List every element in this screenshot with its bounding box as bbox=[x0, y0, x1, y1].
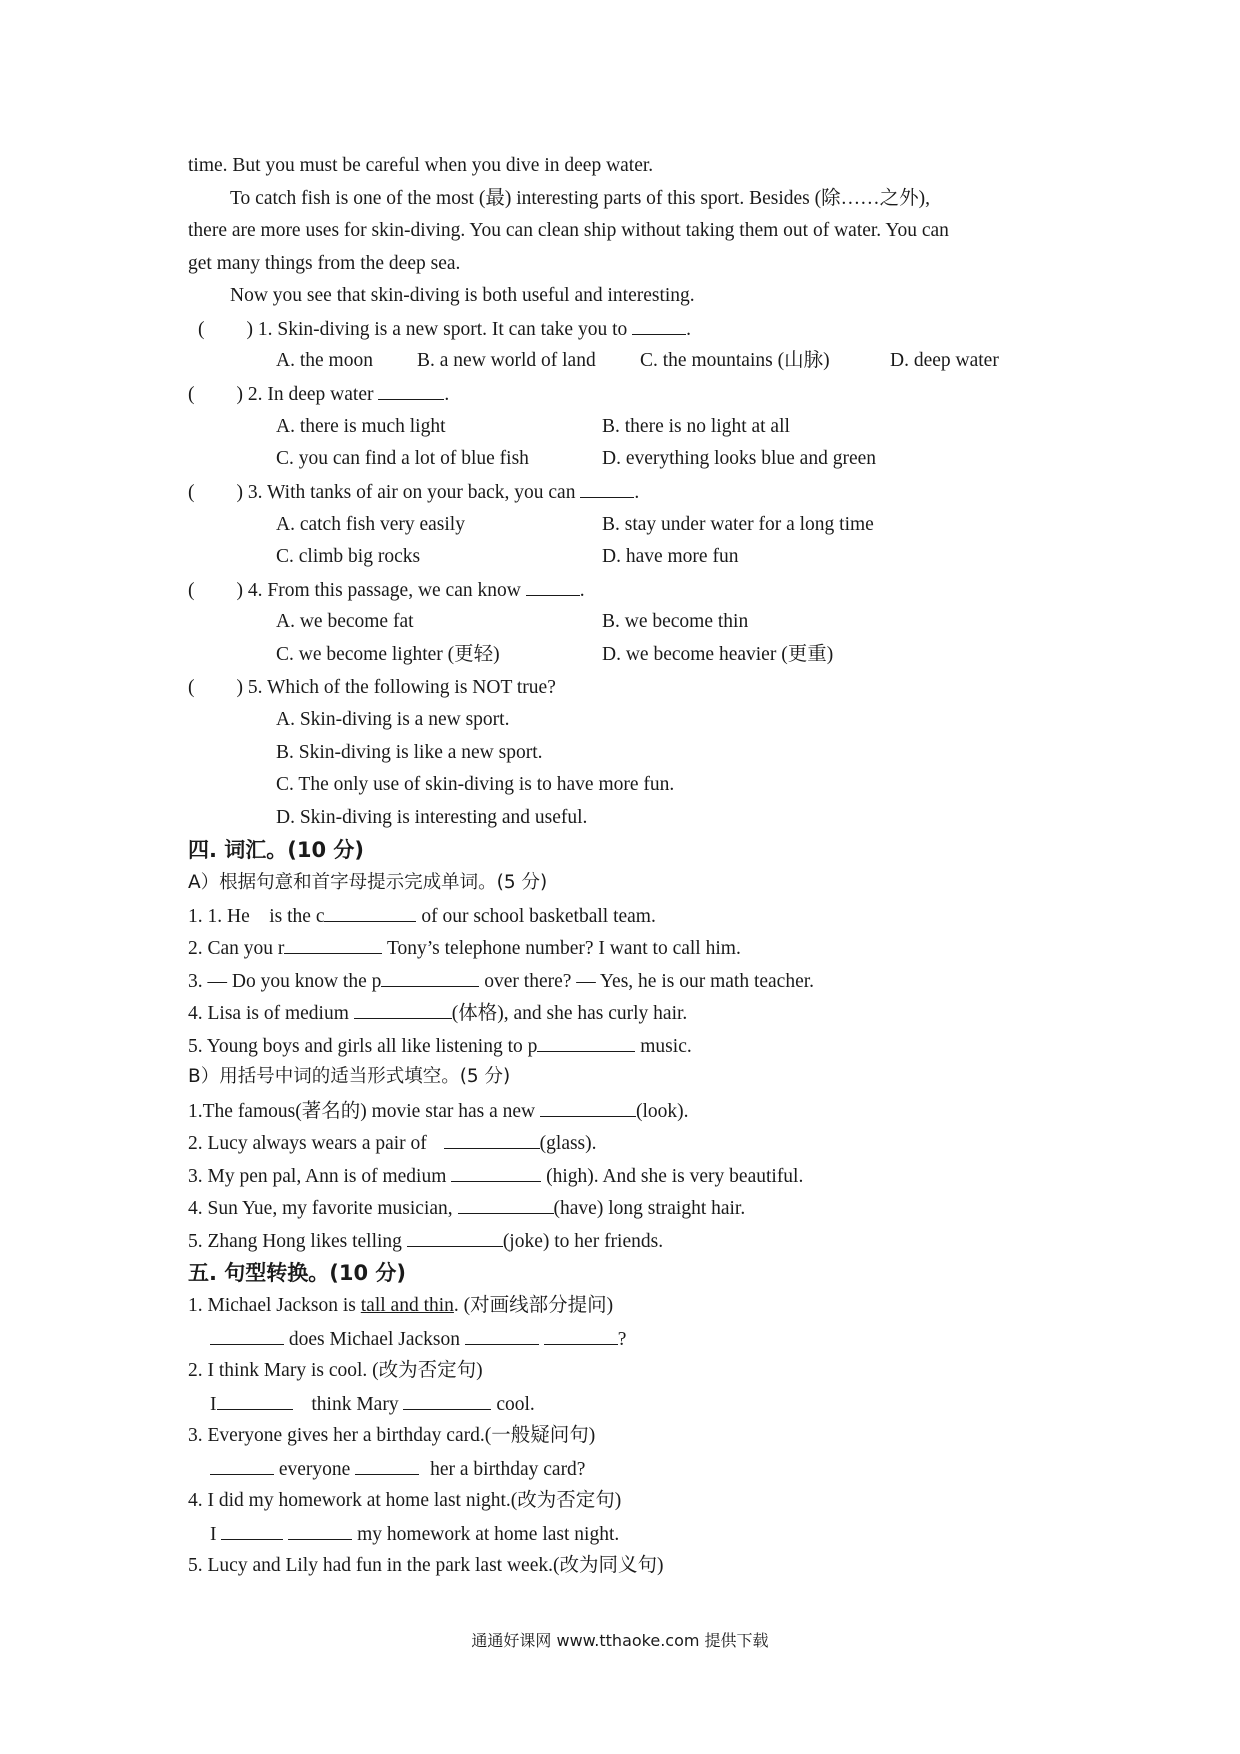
underlined-phrase: tall and thin bbox=[360, 1295, 454, 1316]
option-d: D. we become heavier (更重) bbox=[602, 644, 834, 665]
question-4 bbox=[188, 577, 585, 604]
question-stem: 3. With tanks of air on your back, you can bbox=[247, 482, 576, 503]
vocab-a2 bbox=[188, 935, 741, 962]
option-a: A. we become fat bbox=[276, 611, 414, 632]
passage-line: get many things from the deep sea. bbox=[188, 253, 461, 274]
answer-blank[interactable] bbox=[537, 1033, 635, 1052]
question-end: . bbox=[634, 482, 640, 503]
transform-4-answer bbox=[210, 1521, 619, 1548]
footer-source: 通通好课网 www.tthaoke.com 提供下载 bbox=[471, 1631, 769, 1650]
sentence-text: 3. — Do you know the p bbox=[188, 971, 382, 992]
transform-1 bbox=[188, 1293, 613, 1319]
question-stem: 5. Which of the following is NOT true? bbox=[247, 677, 556, 698]
answer-blank[interactable] bbox=[444, 1130, 540, 1149]
sentence-text: (look). bbox=[636, 1101, 689, 1122]
answer-paren-close: ) bbox=[236, 677, 243, 698]
answer-blank[interactable] bbox=[451, 1163, 541, 1182]
option-b: B. there is no light at all bbox=[602, 416, 790, 437]
transform-3-answer bbox=[210, 1456, 585, 1483]
option-c: C. you can find a lot of blue fish bbox=[276, 448, 529, 469]
transform-5: 5. Lucy and Lily had fun in the park last week.(改为同义句) bbox=[188, 1555, 664, 1576]
sentence-text: (体格), and she has curly hair. bbox=[451, 1003, 688, 1024]
sentence-text: 3. My pen pal, Ann is of medium bbox=[188, 1166, 447, 1187]
answer-blank[interactable] bbox=[403, 1391, 491, 1410]
vocab-a5 bbox=[188, 1033, 692, 1060]
answer-blank[interactable] bbox=[407, 1228, 503, 1247]
option-b: B. Skin-diving is like a new sport. bbox=[276, 742, 543, 763]
option-a: A. Skin-diving is a new sport. bbox=[276, 709, 510, 730]
question-1 bbox=[198, 316, 691, 343]
passage-line: Now you see that skin-diving is both useful and interesting. bbox=[230, 285, 695, 306]
answer-blank[interactable] bbox=[217, 1391, 293, 1410]
question-stem: 1. Skin-diving is a new sport. It can take you to bbox=[257, 319, 628, 340]
transform-1-answer bbox=[210, 1326, 626, 1353]
sentence-text: music. bbox=[640, 1036, 692, 1057]
answer-blank[interactable] bbox=[381, 968, 479, 987]
option-c: C. The only use of skin-diving is to have more fun. bbox=[276, 774, 675, 795]
vocab-b2 bbox=[188, 1130, 597, 1157]
part-b-instruction: B）用括号中词的适当形式填空。(5 分) bbox=[188, 1066, 511, 1087]
sentence-text: 1.The famous(著名的) movie star has a new bbox=[188, 1101, 536, 1122]
section-4-heading: 四. 词汇。(10 分) bbox=[188, 838, 365, 862]
sentence-text: her a birthday card? bbox=[430, 1459, 586, 1480]
sentence-text: 4. Lisa is of medium bbox=[188, 1003, 349, 1024]
answer-paren-open: ( bbox=[188, 384, 195, 405]
option-b: B. a new world of land bbox=[417, 350, 596, 371]
option-a: A. catch fish very easily bbox=[276, 514, 465, 535]
sentence-text: 4. Sun Yue, my favorite musician, bbox=[188, 1198, 453, 1219]
answer-blank[interactable] bbox=[354, 1000, 452, 1019]
answer-paren-close: ) bbox=[236, 384, 243, 405]
vocab-b5 bbox=[188, 1228, 663, 1255]
sentence-text: everyone bbox=[278, 1459, 351, 1480]
answer-paren-close: ) bbox=[236, 580, 243, 601]
sentence-text: 1. Michael Jackson is bbox=[188, 1295, 356, 1316]
vocab-a1 bbox=[188, 903, 656, 930]
vocab-a4 bbox=[188, 1000, 687, 1027]
sentence-text: of our school basketball team. bbox=[421, 906, 656, 927]
transform-3: 3. Everyone gives her a birthday card.(一般疑问句) bbox=[188, 1425, 596, 1446]
answer-blank[interactable] bbox=[210, 1326, 284, 1345]
option-d: D. have more fun bbox=[602, 546, 739, 567]
answer-paren-open: ( bbox=[198, 319, 205, 340]
option-c: C. the mountains (山脉) bbox=[640, 350, 830, 371]
sentence-text: cool. bbox=[496, 1394, 535, 1415]
answer-blank[interactable] bbox=[544, 1326, 618, 1345]
vocab-b3 bbox=[188, 1163, 803, 1190]
passage-line: there are more uses for skin-diving. You can clean ship without taking them out of water. You can bbox=[188, 220, 949, 241]
sentence-text: I bbox=[210, 1394, 217, 1415]
transform-4: 4. I did my homework at home last night.(改为否定句) bbox=[188, 1490, 622, 1511]
option-b: B. we become thin bbox=[602, 611, 749, 632]
option-c: C. we become lighter (更轻) bbox=[276, 644, 500, 665]
sentence-text: (joke) to her friends. bbox=[502, 1231, 664, 1252]
sentence-text: ? bbox=[617, 1329, 627, 1350]
passage-line: time. But you must be careful when you dive in deep water. bbox=[188, 155, 654, 176]
option-d: D. everything looks blue and green bbox=[602, 448, 877, 469]
question-2 bbox=[188, 381, 449, 408]
vocab-b1 bbox=[188, 1098, 689, 1125]
part-a-instruction: A）根据句意和首字母提示完成单词。(5 分) bbox=[188, 872, 548, 893]
sentence-text: 2. Lucy always wears a pair of bbox=[188, 1133, 427, 1154]
answer-blank[interactable] bbox=[288, 1521, 352, 1540]
question-stem: 2. In deep water bbox=[247, 384, 374, 405]
sentence-text: (have) long straight hair. bbox=[553, 1198, 746, 1219]
option-a: A. the moon bbox=[276, 350, 373, 371]
option-d: D. Skin-diving is interesting and useful. bbox=[276, 807, 588, 828]
option-b: B. stay under water for a long time bbox=[602, 514, 874, 535]
question-stem: 4. From this passage, we can know bbox=[247, 580, 521, 601]
question-end: . bbox=[686, 319, 691, 340]
question-5 bbox=[188, 675, 556, 701]
answer-paren-open: ( bbox=[188, 580, 195, 601]
question-end: . bbox=[579, 580, 585, 601]
option-c: C. climb big rocks bbox=[276, 546, 421, 567]
answer-blank[interactable] bbox=[465, 1326, 539, 1345]
sentence-text: (glass). bbox=[539, 1133, 597, 1154]
answer-blank[interactable] bbox=[284, 935, 382, 954]
vocab-a3 bbox=[188, 968, 814, 995]
option-a: A. there is much light bbox=[276, 416, 446, 437]
answer-blank[interactable] bbox=[580, 479, 634, 498]
question-3 bbox=[188, 479, 639, 506]
option-d: D. deep water bbox=[890, 350, 999, 371]
answer-blank[interactable] bbox=[378, 381, 444, 400]
answer-blank[interactable] bbox=[221, 1521, 283, 1540]
sentence-text: 5. Zhang Hong likes telling bbox=[188, 1231, 402, 1252]
answer-blank[interactable] bbox=[526, 577, 580, 596]
transform-2-answer bbox=[210, 1391, 535, 1418]
sentence-text: 1. 1. He is the c bbox=[188, 906, 325, 927]
section-5-heading: 五. 句型转换。(10 分) bbox=[188, 1261, 407, 1285]
answer-paren-close: ) bbox=[236, 482, 243, 503]
question-end: . bbox=[444, 384, 450, 405]
sentence-text: I bbox=[210, 1524, 217, 1545]
answer-blank[interactable] bbox=[458, 1195, 554, 1214]
sentence-text: 5. Young boys and girls all like listening to p bbox=[188, 1036, 538, 1057]
sentence-text: Tony’s telephone number? I want to call him. bbox=[386, 938, 741, 959]
answer-paren-open: ( bbox=[188, 677, 195, 698]
answer-blank[interactable] bbox=[324, 903, 416, 922]
sentence-text: does Michael Jackson bbox=[288, 1329, 460, 1350]
answer-blank[interactable] bbox=[355, 1456, 419, 1475]
answer-paren-close: ) bbox=[246, 319, 253, 340]
transform-2: 2. I think Mary is cool. (改为否定句) bbox=[188, 1360, 483, 1381]
sentence-text: (high). And she is very beautiful. bbox=[546, 1166, 804, 1187]
passage-line: To catch fish is one of the most (最) interesting parts of this sport. Besides (除……之外), bbox=[230, 188, 930, 209]
answer-paren-open: ( bbox=[188, 482, 195, 503]
vocab-b4 bbox=[188, 1195, 745, 1222]
answer-blank[interactable] bbox=[210, 1456, 274, 1475]
sentence-text: think Mary bbox=[311, 1394, 399, 1415]
sentence-text: over there? — Yes, he is our math teacher. bbox=[484, 971, 815, 992]
answer-blank[interactable] bbox=[540, 1098, 636, 1117]
sentence-text: my homework at home last night. bbox=[357, 1524, 620, 1545]
answer-blank[interactable] bbox=[632, 316, 686, 335]
sentence-text: 2. Can you r bbox=[188, 938, 285, 959]
sentence-text: . (对画线部分提问) bbox=[453, 1295, 614, 1316]
